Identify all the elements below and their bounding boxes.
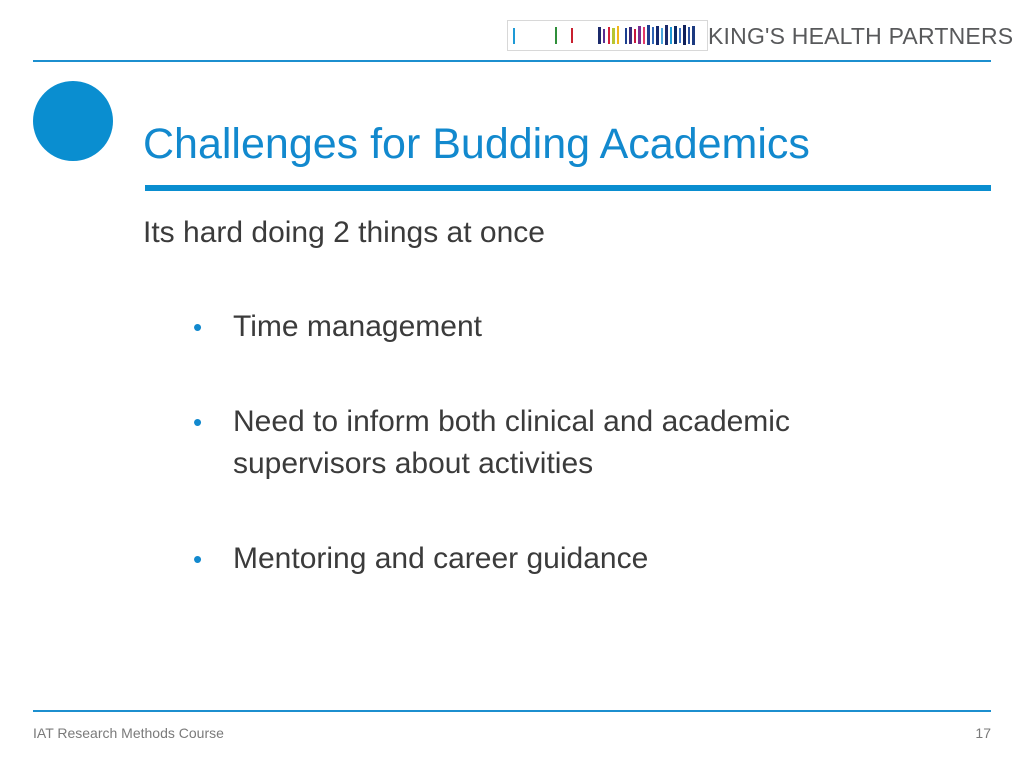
bullet-list: [193, 306, 913, 633]
bullet-text: Mentoring and career guidance: [233, 542, 649, 575]
title-underline: [145, 185, 991, 191]
footer-course-name: IAT Research Methods Course: [33, 725, 224, 741]
logo-wordmark: KING'S HEALTH PARTNERS: [708, 23, 1014, 49]
bullet-item: [193, 538, 913, 580]
page-number: 17: [975, 725, 991, 741]
slide-title: Challenges for Budding Academics: [143, 120, 810, 168]
bullet-item: [193, 401, 913, 485]
bullet-icon: •: [193, 544, 203, 574]
kings-health-partners-logo: [507, 20, 1014, 51]
bullet-icon: •: [193, 407, 203, 437]
bullet-item: [193, 306, 913, 348]
lead-text: Its hard doing 2 things at once: [143, 216, 545, 249]
logo-color-bars: [507, 20, 708, 51]
bullet-icon: •: [193, 312, 203, 342]
header-divider: [33, 60, 991, 62]
title-circle-decoration: [33, 81, 113, 161]
bullet-text: Need to inform both clinical and academic supervisors about activities: [233, 405, 790, 480]
logo-bars-graphic: [508, 21, 707, 50]
footer-divider: [33, 710, 991, 712]
bullet-text: Time management: [233, 310, 482, 343]
